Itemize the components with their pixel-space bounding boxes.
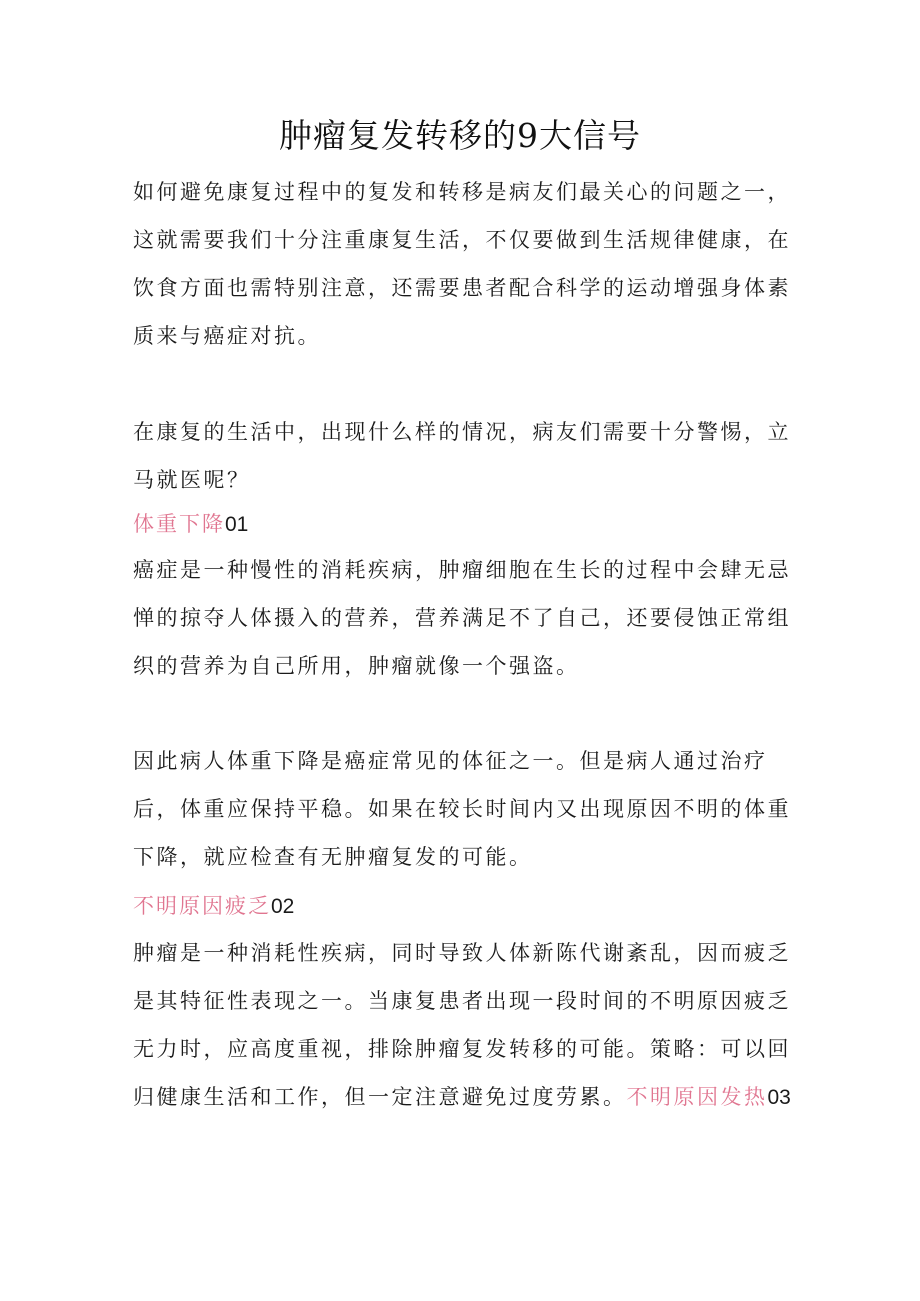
section-heading-3-label: 不明原因发热 bbox=[626, 1085, 768, 1109]
section-heading-1-label: 体重下降 bbox=[133, 512, 225, 536]
section-heading-3-number: 03 bbox=[767, 1086, 791, 1109]
section-heading-1 bbox=[133, 500, 248, 549]
section-heading-2-label: 不明原因疲乏 bbox=[133, 894, 271, 918]
section-heading-1-number: 01 bbox=[225, 513, 249, 536]
section-2-paragraph-1-text: 肿瘤是一种消耗性疾病，同时导致人体新陈代谢紊乱，因而疲乏是其特征性表现之一。当康复患者出现一段时间的不明原因疲乏无力时，应高度重视，排除肿瘤复发转移的可能。策略：可以回归健康生活和工作，但一定注意避免过度劳累。 bbox=[133, 941, 791, 1109]
section-2-paragraph-1 bbox=[133, 929, 798, 1122]
intro-paragraph: 如何避免康复过程中的复发和转移是病友们最关心的问题之一，这就需要我们十分注重康复生活，不仅要做到生活规律健康，在饮食方面也需特别注意，还需要患者配合科学的运动增强身体素质来与癌症对抗。 bbox=[133, 180, 791, 348]
question-paragraph: 在康复的生活中，出现什么样的情况，病友们需要十分警惕，立马就医呢？ bbox=[133, 420, 791, 492]
section-heading-2 bbox=[133, 882, 294, 931]
section-1-paragraph-1: 癌症是一种慢性的消耗疾病，肿瘤细胞在生长的过程中会肆无忌惮的掠夺人体摄入的营养，营养满足不了自己，还要侵蚀正常组织的营养为自己所用，肿瘤就像一个强盗。 bbox=[133, 558, 791, 678]
section-heading-2-number: 02 bbox=[271, 895, 295, 918]
section-1-paragraph-2: 因此病人体重下降是癌症常见的体征之一。但是病人通过治疗后，体重应保持平稳。如果在较长时间内又出现原因不明的体重下降，就应检查有无肿瘤复发的可能。 bbox=[133, 749, 791, 869]
document-title: 肿瘤复发转移的9大信号 bbox=[279, 116, 641, 155]
